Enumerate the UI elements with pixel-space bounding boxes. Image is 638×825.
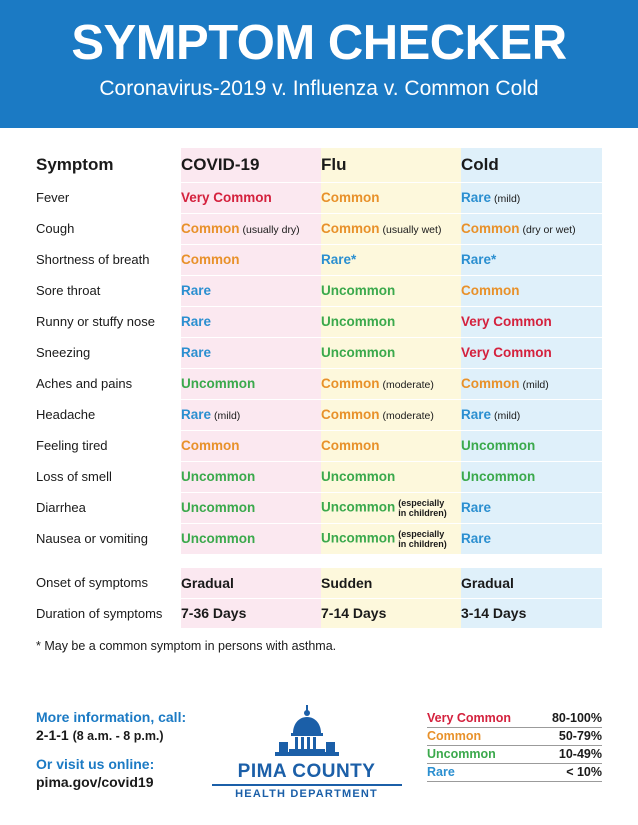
cell-flu (321, 492, 461, 523)
table-header-row (36, 148, 602, 182)
cell-value: Common (321, 221, 380, 236)
cell-value: Common (461, 376, 520, 391)
cell-note: (moderate) (382, 379, 434, 391)
table-row (36, 306, 602, 337)
website-url[interactable]: pima.gov/covid19 (36, 774, 154, 790)
cell-note: (mild) (522, 379, 549, 391)
cell-note: (moderate) (382, 410, 434, 422)
symptom-table-wrap (0, 128, 638, 629)
legend-item (427, 728, 602, 746)
row-label: Duration of symptoms (36, 598, 181, 628)
cell-value: Common (461, 283, 520, 298)
legend-label: Very Common (427, 711, 512, 725)
poster-header (0, 0, 638, 128)
cell-note: (mild) (494, 193, 521, 205)
cell-flu (321, 275, 461, 306)
table-spacer (36, 554, 602, 568)
cell-value: Uncommon (181, 376, 256, 391)
cell-flu (321, 461, 461, 492)
cell-cold (461, 182, 602, 213)
cell-flu (321, 430, 461, 461)
table-row (36, 182, 602, 213)
cell-cold (461, 244, 602, 275)
cell-value: Very Common (461, 345, 552, 360)
table-row (36, 399, 602, 430)
legend-percent: 10-49% (558, 747, 602, 761)
cell-flu (321, 368, 461, 399)
contact-block (36, 700, 186, 791)
cell-note: (especially in children) (398, 497, 447, 518)
cell-value: 3-14 Days (461, 605, 527, 621)
cell-flu (321, 337, 461, 368)
cell-value: Uncommon (321, 530, 396, 546)
row-label: Headache (36, 399, 181, 430)
cell-value: Rare* (321, 252, 357, 267)
cell-cold (461, 568, 602, 598)
cell-value: Rare (461, 500, 492, 515)
cell-covid (181, 182, 321, 213)
cell-value: Uncommon (321, 469, 396, 484)
cell-cold (461, 598, 602, 628)
cell-flu (321, 598, 461, 628)
cell-flu (321, 244, 461, 275)
cell-covid (181, 368, 321, 399)
cell-value: Uncommon (461, 469, 536, 484)
row-label: Sore throat (36, 275, 181, 306)
legend-percent: 50-79% (558, 729, 602, 743)
row-label: Nausea or vomiting (36, 523, 181, 554)
legend-percent: 80-100% (551, 711, 602, 725)
cell-value: Common (181, 438, 240, 453)
cell-covid (181, 399, 321, 430)
table-row (36, 368, 602, 399)
symptom-table-body (36, 182, 602, 628)
row-label: Fever (36, 182, 181, 213)
cell-value: Common (321, 190, 380, 205)
legend-label: Uncommon (427, 747, 496, 761)
symptom-table (36, 148, 602, 629)
row-label: Aches and pains (36, 368, 181, 399)
cell-value: Rare (181, 345, 212, 360)
cell-covid (181, 598, 321, 628)
cell-value: Sudden (321, 574, 373, 591)
table-row (36, 568, 602, 598)
cell-value: Rare (181, 283, 212, 298)
cell-value: Uncommon (321, 314, 396, 329)
cell-covid (181, 275, 321, 306)
column-header-symptom: Symptom (36, 148, 181, 182)
cell-covid (181, 430, 321, 461)
cell-value: 7-36 Days (181, 605, 247, 621)
column-header-cold: Cold (461, 148, 602, 182)
contact-call-label: More information, call: (36, 709, 187, 725)
cell-value: Common (321, 376, 380, 391)
cell-value: Uncommon (461, 438, 536, 453)
cell-cold (461, 337, 602, 368)
cell-covid (181, 213, 321, 244)
cell-value: Uncommon (181, 500, 256, 515)
cell-flu (321, 182, 461, 213)
cell-value: Common (321, 407, 380, 422)
legend (427, 700, 602, 782)
cell-value: Uncommon (321, 499, 396, 515)
cell-value: Rare (461, 407, 492, 422)
cell-value: Rare (461, 190, 492, 205)
page-title: SYMPTOM CHECKER (71, 16, 567, 70)
table-row (36, 337, 602, 368)
cell-value: Rare (181, 407, 212, 422)
cell-value: 7-14 Days (321, 605, 387, 621)
cell-flu (321, 523, 461, 554)
cell-value: Common (181, 221, 240, 236)
table-row (36, 430, 602, 461)
cell-cold (461, 368, 602, 399)
legend-item (427, 746, 602, 764)
cell-note: (especially in children) (398, 528, 447, 549)
pima-county-logo (212, 700, 402, 800)
cell-value: Gradual (181, 574, 234, 591)
cell-value: Rare (461, 531, 492, 546)
cell-flu (321, 399, 461, 430)
row-label: Sneezing (36, 337, 181, 368)
cell-value: Rare (181, 314, 212, 329)
cell-cold (461, 399, 602, 430)
column-header-covid: COVID-19 (181, 148, 321, 182)
cell-note: (mild) (214, 410, 241, 422)
phone-number[interactable]: 2-1-1 (36, 727, 69, 743)
logo-county-name: PIMA COUNTY (237, 761, 376, 782)
contact-phone (36, 726, 186, 745)
row-label: Runny or stuffy nose (36, 306, 181, 337)
table-row (36, 244, 602, 275)
cell-cold (461, 430, 602, 461)
table-row (36, 461, 602, 492)
cell-covid (181, 337, 321, 368)
cell-value: Uncommon (181, 469, 256, 484)
cell-value: Very Common (181, 190, 272, 205)
row-label: Cough (36, 213, 181, 244)
poster-footer (0, 700, 638, 825)
row-label: Onset of symptoms (36, 568, 181, 598)
legend-label: Common (427, 729, 482, 743)
footnote: * May be a common symptom in persons with asthma. (36, 638, 337, 653)
cell-covid (181, 568, 321, 598)
cell-note: (usually dry) (242, 224, 300, 236)
cell-flu (321, 306, 461, 337)
table-row (36, 275, 602, 306)
cell-cold (461, 213, 602, 244)
cell-value: Uncommon (181, 531, 256, 546)
cell-value: Uncommon (321, 283, 396, 298)
cell-cold (461, 523, 602, 554)
table-row (36, 523, 602, 554)
cell-cold (461, 306, 602, 337)
cell-cold (461, 275, 602, 306)
row-label: Diarrhea (36, 492, 181, 523)
legend-label: Rare (427, 765, 455, 779)
logo-department-name: HEALTH DEPARTMENT (212, 784, 402, 800)
page-subtitle: Coronavirus-2019 v. Influenza v. Common Cold (99, 77, 539, 100)
cell-value: Gradual (461, 574, 514, 591)
legend-percent: < 10% (566, 765, 602, 779)
cell-flu (321, 568, 461, 598)
capitol-dome-icon (271, 704, 343, 760)
cell-note: (dry or wet) (522, 224, 576, 236)
table-row (36, 213, 602, 244)
cell-value: Rare* (461, 252, 497, 267)
cell-value: Common (321, 438, 380, 453)
cell-covid (181, 492, 321, 523)
cell-cold (461, 492, 602, 523)
legend-item (427, 764, 602, 782)
row-label: Feeling tired (36, 430, 181, 461)
cell-value: Common (181, 252, 240, 267)
cell-note: (usually wet) (382, 224, 442, 236)
cell-covid (181, 461, 321, 492)
table-row (36, 492, 602, 523)
cell-cold (461, 461, 602, 492)
contact-online-label: Or visit us online: (36, 756, 155, 772)
cell-value: Very Common (461, 314, 552, 329)
row-label: Loss of smell (36, 461, 181, 492)
phone-hours: (8 a.m. - 8 p.m.) (72, 729, 164, 743)
legend-item (427, 710, 602, 728)
row-label: Shortness of breath (36, 244, 181, 275)
cell-note: (mild) (494, 410, 521, 422)
cell-value: Common (461, 221, 520, 236)
cell-covid (181, 523, 321, 554)
cell-covid (181, 244, 321, 275)
column-header-flu: Flu (321, 148, 461, 182)
cell-flu (321, 213, 461, 244)
cell-value: Uncommon (321, 345, 396, 360)
cell-covid (181, 306, 321, 337)
table-row (36, 598, 602, 628)
